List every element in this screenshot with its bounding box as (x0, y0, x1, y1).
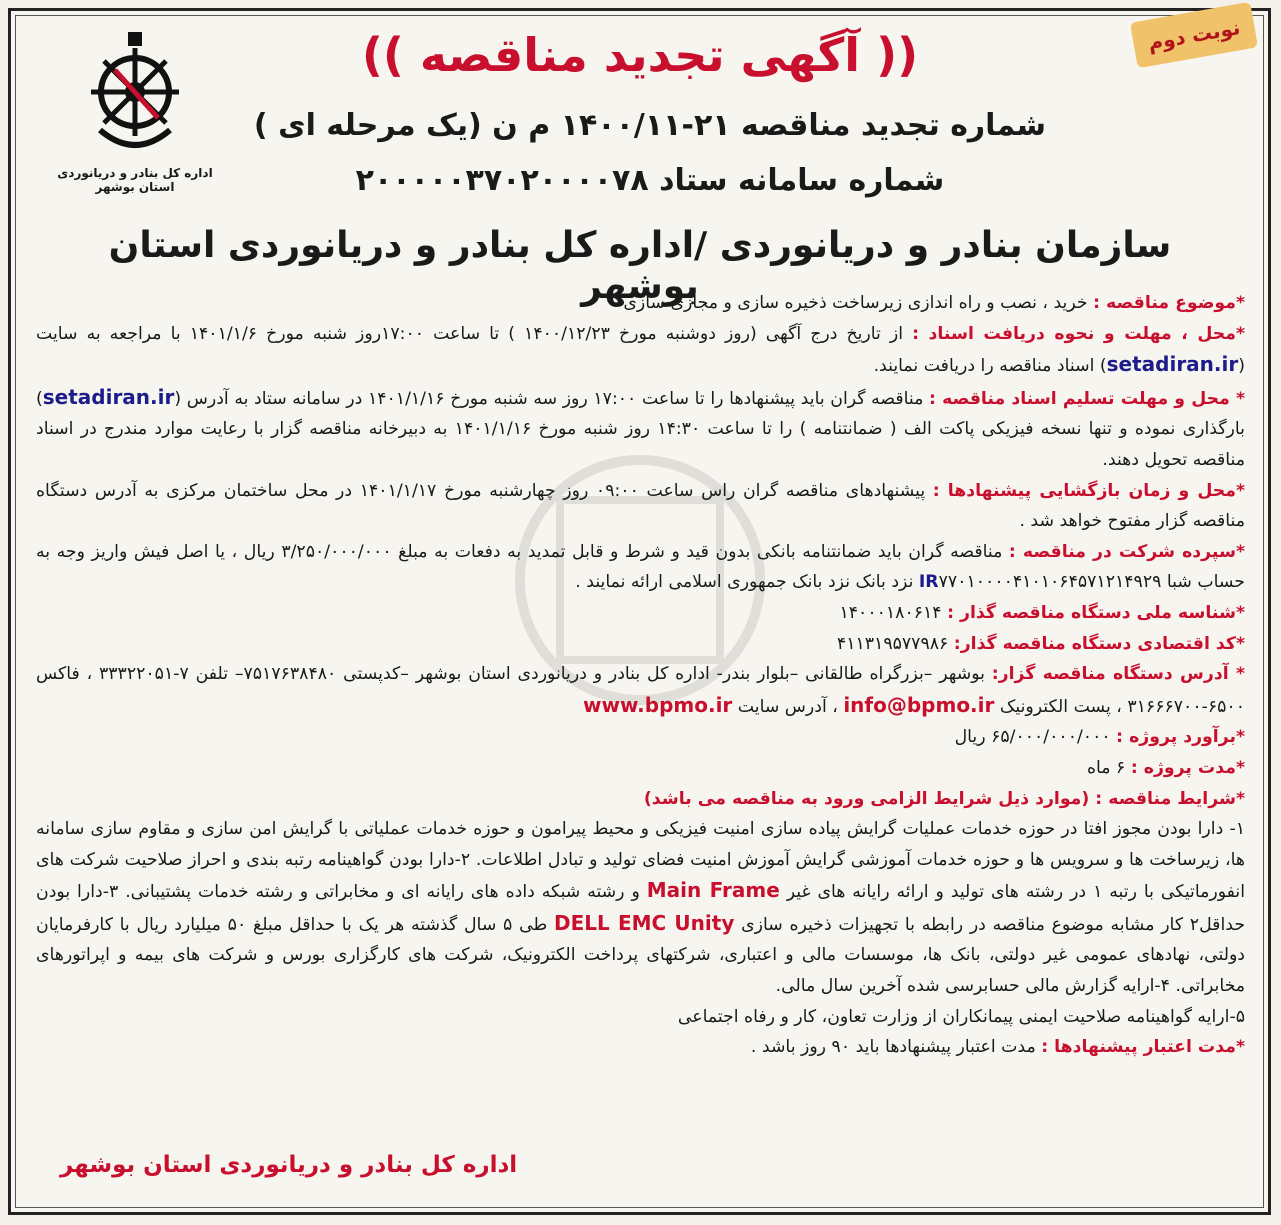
docs-receive-text-2: ) اسناد مناقصه را دریافت نمایند. (873, 356, 1107, 377)
docs-submit-section (36, 382, 1245, 476)
setadiran-link-2[interactable]: setadiran.ir (42, 384, 175, 409)
national-id-label: *شناسه ملی دستگاه مناقصه گذار : (947, 602, 1245, 623)
validity-text: مدت اعتبار پیشنهادها باید ۹۰ روز باشد . (750, 1037, 1042, 1058)
address-label: * آدرس دستگاه مناقصه گزار: (991, 664, 1245, 685)
economic-code-label: *کد اقتصادی دستگاه مناقصه گذار: (953, 633, 1245, 654)
opening-label: *محل و زمان بازگشایی پیشنهادها : (932, 480, 1245, 501)
economic-code-value: ۴۱۱۳۱۹۵۷۷۹۸۶ (836, 633, 954, 654)
duration-label: *مدت پروژه : (1130, 757, 1245, 778)
subject-text: خرید ، نصب و راه اندازی زیرساخت ذخیره سازی و مجازی سازی (623, 293, 1094, 313)
national-id-value: ۱۴۰۰۰۱۸۰۶۱۴ (839, 602, 948, 623)
notice-title: (( آگهی تجدید مناقصه )) (361, 28, 919, 82)
iban-prefix: IR (918, 572, 939, 593)
deposit-text-1: مناقصه گران باید ضمانتنامه بانکی بدون قید و شرط و قابل تمدید به دفعات به مبلغ ۳/۲۵۰/۰۰۰/۰۰۰ ریال ، یا اصل فیش واریز وجه به حساب شبا (36, 541, 1245, 593)
docs-submit-text-2: ) بارگذاری نموده و تنها نسخه فیزیکی پاکت الف ( ضمانتنامه ) را تا ساعت ۱۴:۳۰ روز شنبه مورخ ۱۴۰۱/۱/۱۶ به دبیرخانه مناقصه گزار با رعایت موارد مندرج در اسناد مناقصه تحویل دهند. (36, 388, 1245, 470)
conditions-text-b: و رشته شبکه داده های رایانه ای و مخابراتی و رشته خدمات پشتیبانی. ۳-دارا بودن حداقل۲ کار مشابه موضوع مناقصه در رابطه با تجهیزات ذخیره سازی (36, 882, 1245, 935)
validity-section (36, 1032, 1245, 1063)
deposit-text-2: ۷۷۰۱۰۰۰۰۴۱۰۱۰۶۴۵۷۱۲۱۴۹۲۹ نزد بانک نزد بانک جمهوری اسلامی ارائه نمایند . (575, 572, 1162, 593)
deposit-section (36, 537, 1245, 598)
docs-receive-label: *محل ، مهلت و نحوه دریافت اسناد : (912, 323, 1245, 344)
validity-label: *مدت اعتبار پیشنهادها : (1041, 1037, 1245, 1058)
organization-name: سازمان بنادر و دریانوردی /اداره کل بنادر و دریانوردی استان بوشهر (108, 225, 1172, 307)
estimate-value: ۶۵/۰۰۰/۰۰۰/۰۰۰ ریال (954, 727, 1117, 748)
conditions-note: (موارد ذیل شرایط الزامی ورود به مناقصه می باشد) (643, 788, 1096, 809)
conditions-text-a: ۱- دارا بودن مجوز افتا در حوزه خدمات عملیات گرایش پیاده سازی امنیت فیزیکی و محیط پیرامون و حوزه خدمات عملیاتی با گرایش امن سازی و مقاوم سازی سامانه ها، زیرساخت ها و سرویس ها و حوزه خدمات آموزشی گرایش آموزش امنیت فضای تولید و تبادل اطلاعات. ۲-دارا بودن گواهینامه رتبه بندی و احراز صلاحیت شرکت های انفورماتیکی با رتبه ۱ در رشته های تولید و ارائه رایانه های غیر (36, 819, 1246, 903)
conditions-label: *شرایط مناقصه : (1095, 788, 1245, 809)
website-link[interactable]: www.bpmo.ir (583, 692, 733, 717)
docs-receive-text-1: از تاریخ درج آگهی (روز دوشنبه مورخ ۱۴۰۰/۱۲/۲۳ ) تا ساعت ۱۷:۰۰روز شنبه مورخ ۱۴۰۱/۱/۶ با مراجعه به سایت ( (36, 323, 1245, 377)
subject-section (36, 288, 1245, 319)
signature: اداره کل بنادر و دریانوردی استان بوشهر (60, 1152, 518, 1178)
estimate-label: *برآورد پروژه : (1116, 727, 1245, 748)
setadiran-link-1[interactable]: setadiran.ir (1106, 352, 1239, 377)
notice-body (36, 288, 1245, 1063)
deposit-label: *سپرده شرکت در مناقصه : (1008, 541, 1245, 562)
conditions-paragraph-2 (36, 1002, 1245, 1033)
second-round-badge: نوبت دوم (1130, 2, 1258, 68)
mainframe-term: Main Frame (646, 878, 780, 903)
opening-section (36, 476, 1245, 537)
address-section (36, 659, 1245, 722)
opening-text: پیشنهادهای مناقصه گران راس ساعت ۰۹:۰۰ روز چهارشنبه مورخ ۱۴۰۱/۱/۱۷ در محل ساختمان مرکزی به آدرس دستگاه مناقصه گزار مفتوح خواهد شد . (36, 480, 1245, 532)
conditions-text-5: ۵-ارایه گواهینامه صلاحیت ایمنی پیمانکاران از وزارت تعاون، کار و رفاه اجتماعی (677, 1006, 1245, 1027)
anchor-wheel-icon (80, 30, 190, 160)
conditions-text-c: طی ۵ سال گذشته هر یک با حداقل مبلغ ۵۰ میلیارد ریال با کارفرمایان دولتی، نهادهای عمومی غیر دولتی، بانک ها، موسسات مالی و اعتباری، شرکتهای پرداخت الکترونیک، شرکت های کارگزاری بورس و شرکت های بیمه و اپراتورهای مخابراتی. ۴-ارایه گزارش مالی حسابرسی شده آخرین سال مالی. (36, 914, 1245, 997)
email-link[interactable]: info@bpmo.ir (843, 692, 995, 717)
logo-caption: اداره کل بنادر و دریانوردی استان بوشهر (57, 166, 213, 194)
address-text-1: بوشهر –بزرگراه طالقانی –بلوار بندر- اداره کل بنادر و دریانوردی استان بوشهر –کدپستی ۷۵۱۷۶۳۸۴۸۰– تلفن ۷-۳۳۳۲۲۰۵۱ ، فاکس ۶۵۰۰-۳۱۶۶۶۷۰۰ ، پست الکترونیک (36, 664, 1245, 717)
docs-receive-section (36, 319, 1245, 382)
subject-label: *موضوع مناقصه : (1093, 293, 1245, 313)
duration-section (36, 753, 1245, 784)
duration-value: ۶ ماه (1086, 757, 1131, 778)
ports-logo (40, 30, 230, 194)
economic-code-section (36, 629, 1245, 660)
docs-submit-text-1: مناقصه گران باید پیشنهادها را تا ساعت ۱۷:۰۰ روز سه شنبه مورخ ۱۴۰۱/۱/۱۶ در سامانه ستاد به آدرس ( (174, 388, 930, 409)
dell-emc-term: DELL EMC Unity (554, 910, 735, 935)
system-number: شماره سامانه ستاد ۲۰۰۰۰۰۳۷۰۲۰۰۰۰۷۸ (355, 163, 945, 198)
national-id-section (36, 598, 1245, 629)
docs-submit-label: * محل و مهلت تسلیم اسناد مناقصه : (929, 388, 1245, 409)
estimate-section (36, 722, 1245, 753)
address-text-2: ، آدرس سایت (732, 696, 844, 717)
conditions-section (36, 784, 1245, 815)
conditions-paragraph-1 (36, 814, 1245, 1002)
tender-number: شماره تجدید مناقصه ۲۱-۱۴۰۰/۱۱ م ن (یک مرحله ای ) (253, 108, 1047, 143)
